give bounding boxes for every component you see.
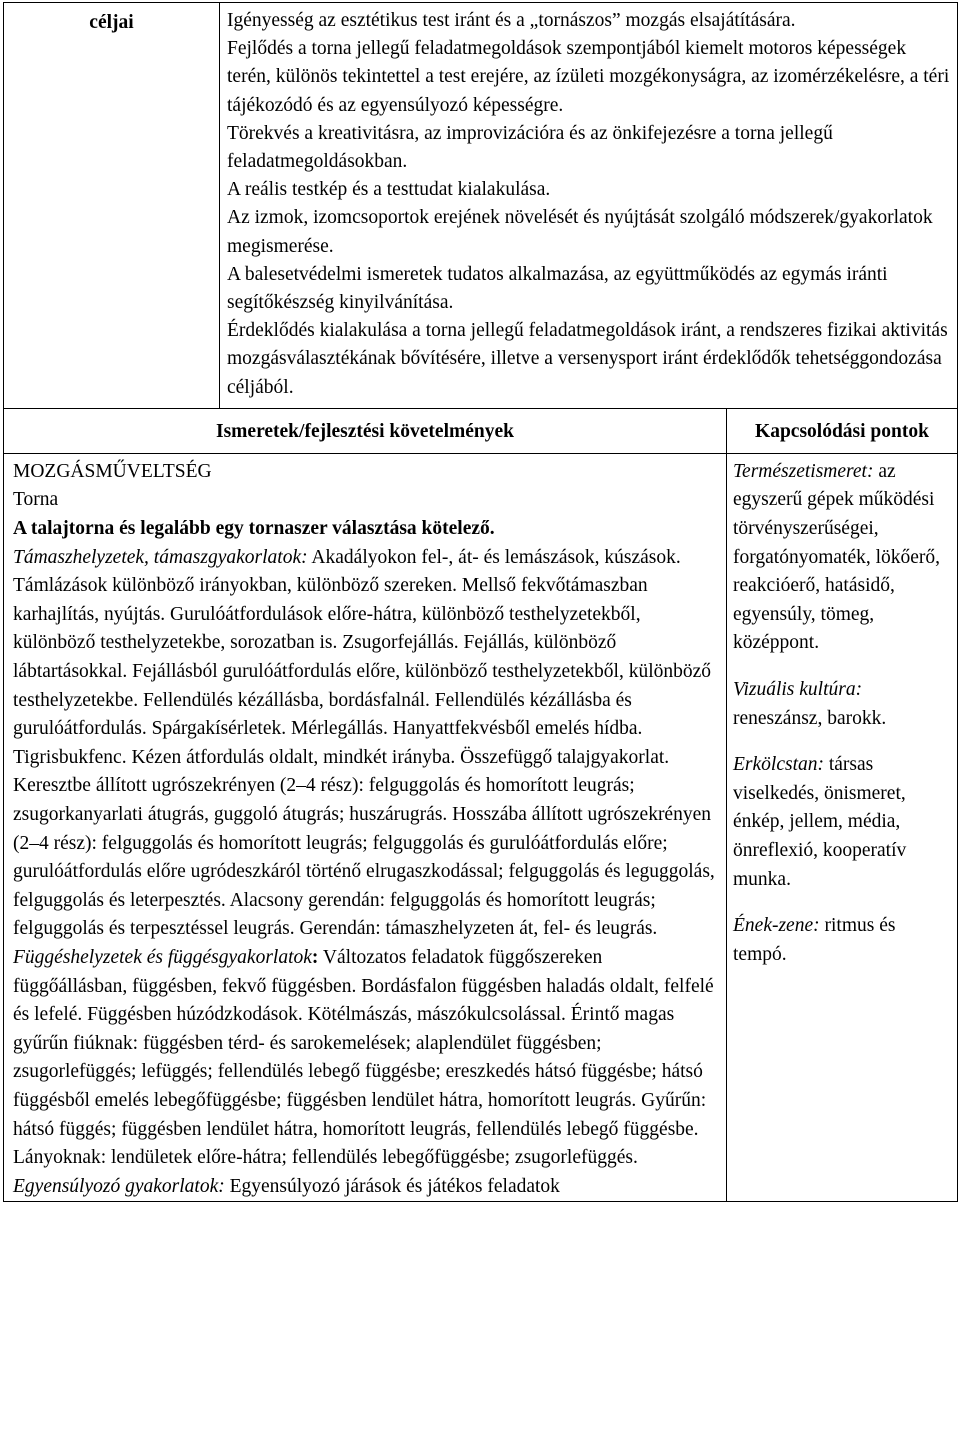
connection-subject: Erkölcstan: xyxy=(733,754,824,776)
connections-header: Kapcsolódási pontok xyxy=(727,408,958,453)
connection-text: ritmus és tempó. xyxy=(733,915,896,965)
content-row xyxy=(4,453,958,1201)
connection-item xyxy=(733,676,951,733)
goal-line: Igényesség az esztétikus test iránt és a „tornászos” mozgás elsajátítására. xyxy=(227,10,796,31)
balance-exercises-text: Egyensúlyozó járások és játékos feladatok xyxy=(224,1175,560,1197)
goal-line: Fejlődés a torna jellegű feladatmegoldások szempontjából kiemelt motoros képességek terén, különös tekintettel a test erejére, az ízületi mozgékonyságra, az izomérzékelésre, a téri tájékozódó és az egyensúlyozó képességre. xyxy=(227,38,950,116)
goals-text xyxy=(220,3,958,409)
hanging-exercises xyxy=(13,944,720,1173)
connection-item xyxy=(733,751,951,894)
hanging-exercises-text: Változatos feladatok függőszereken függőállásban, függésben, fekvő függésben. Bordásfalon függésben haladás oldalt, felfelé és lefelé. Függésben húzódzkodások. Kötélmászás, mászókulcsolással. Érintő magas gyűrűn fiúknak: függésben térd- és sarokemelések; alaplendület függésben; zsugorlefüggés; lefüggés; fellendülés lebegő függésbe; ereszkedés hátsó függésbe; hátsó függésből emelés lebegőfüggésbe; függésben lendület hátra, homorított leugrás. Gyűrűn: hátsó függés; függésben lendület hátra, homorított leugrás, fellendülés lebegő függésbe. Lányoknak: lendületek előre-hátra; fellendülés lebegőfüggésbe; zsugorlefüggés. xyxy=(13,946,714,1169)
goal-line: A reális testkép és a testtudat kialakulása. xyxy=(227,179,551,201)
connection-text: reneszánsz, barokk. xyxy=(733,707,887,729)
mandatory-note: A talajtorna és legalább egy tornaszer választása kötelező. xyxy=(13,518,495,540)
goals-row xyxy=(4,3,958,409)
connection-item xyxy=(733,458,951,658)
hanging-exercises-colon: : xyxy=(311,946,319,968)
support-exercises-title: Támaszhelyzetek, támaszgyakorlatok: xyxy=(13,546,308,568)
curriculum-table xyxy=(3,2,958,1202)
balance-exercises-title: Egyensúlyozó gyakorlatok: xyxy=(13,1175,225,1197)
goal-line: Érdeklődés kialakulása a torna jellegű feladatmegoldások iránt, a rendszeres fizikai aktivitás mozgásválasztékának bővítésére, illetve a versenysport iránt érdeklődők tehetséggondozása céljából. xyxy=(227,320,948,398)
hanging-exercises-title: Függéshelyzetek és függésgyakorlatok xyxy=(13,946,312,968)
section-title: MOZGÁSMŰVELTSÉG xyxy=(13,460,212,482)
connection-subject: Vizuális kultúra: xyxy=(733,679,863,700)
requirements-content xyxy=(4,453,727,1201)
goal-line: A balesetvédelmi ismeretek tudatos alkalmazása, az együttműködés az egymás iránti segítőkészség kinyilvánítása. xyxy=(227,263,888,314)
connection-subject: Természetismeret: xyxy=(733,460,874,482)
goal-line: Az izmok, izomcsoportok erejének növelését és nyújtását szolgáló módszerek/gyakorlatok megismerése. xyxy=(227,207,933,257)
connection-text: társas viselkedés, önismeret, énkép, jellem, média, önreflexió, kooperatív munka. xyxy=(733,754,907,890)
header-row xyxy=(4,408,958,453)
goals-label: céljai xyxy=(4,3,220,409)
balance-exercises xyxy=(13,1173,720,1202)
support-exercises-text: Akadályokon fel-, át- és lemászások, kúszások. Támlázások különböző irányokban, különböző szereken. Mellső fekvőtámaszban karhajlítás, nyújtás. Gurulóátfordulások előre-hátra, különböző testhelyzetekből, különböző testhelyzetekbe, sorozatban is. Zsugorfejállás. Fejállás, különböző lábtartásokkal. Fejállásból gurulóátfordulás előre, különböző testhelyzetekből, különböző testhelyzetekbe. Fellendülés kézállásba, bordásfalnál. Fellendülés kézállásba és gurulóátfordulás. Spárgakísérletek. Mérlegállás. Hanyattfekvésből emelés hídba. Tigrisbukfenc. Kézen átfordulás oldalt, mindkét irányba. Összefüggő talajgyakorlat. Keresztbe állított ugrószekrényen (2–4 rész): felguggolás és homorított leugrás; zsugorkanyarlati átugrás, guggoló átugrás; huszárugrás. Hosszába állított ugrószekrényen (2–4 rész): felguggolás és homorított leugrás; felguggolás és gurulóátfordulás előre; gurulóátfordulás előre ugródeszkáról történő elrugaszkodással; felguggolás és leguggolás, felguggolás és leterpesztés. Alacsony gerendán: felguggolás és homorított leugrás; felguggolás és terpesztéssel leugrás. Gerendán: támaszhelyzeten át, fel- és leugrás. xyxy=(13,546,715,940)
connection-subject: Ének-zene: xyxy=(733,915,820,937)
subsection-title: Torna xyxy=(13,489,59,511)
support-exercises xyxy=(13,544,720,944)
connection-item xyxy=(733,912,951,969)
requirements-header: Ismeretek/fejlesztési követelmények xyxy=(4,408,727,453)
connections-content xyxy=(727,453,958,1201)
connection-text: az egyszerű gépek működési törvényszerűségei, forgatónyomaték, lökőerő, reakcióerő, hatásidő, egyensúly, tömeg, középpont. xyxy=(733,460,941,654)
goal-line: Törekvés a kreativitásra, az improvizációra és az önkifejezésre a torna jellegű feladatmegoldásokban. xyxy=(227,122,833,173)
